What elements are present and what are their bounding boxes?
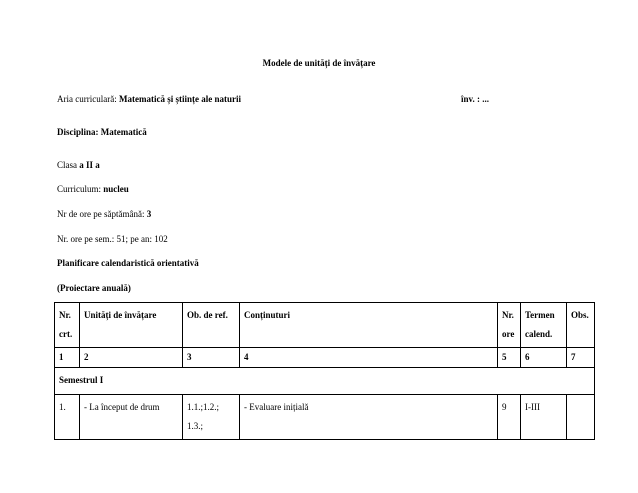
column-number: 4 bbox=[240, 348, 498, 368]
column-number: 6 bbox=[521, 348, 567, 368]
clasa-label: Clasa bbox=[57, 160, 80, 170]
header-termen bbox=[521, 303, 567, 348]
column-number: 1 bbox=[55, 348, 80, 368]
inv-field: înv. : ... bbox=[461, 94, 490, 104]
ore-saptamana-value: 3 bbox=[146, 209, 152, 219]
row-continut: - Evaluare inițială bbox=[240, 395, 498, 440]
aria-label: Aria curriculară: bbox=[57, 94, 119, 104]
row-ore: 9 bbox=[498, 395, 521, 440]
ore-saptamana-label: Nr de ore pe săptămână: bbox=[57, 209, 147, 219]
header-nr-crt bbox=[55, 303, 80, 348]
row-unitate: - La început de drum bbox=[80, 395, 183, 440]
header-termen-line1: Termen bbox=[525, 310, 555, 320]
planning-table bbox=[54, 302, 595, 440]
header-ob-ref: Ob. de ref. bbox=[183, 303, 240, 348]
aria-value: Matematică și științe ale naturii bbox=[118, 94, 241, 104]
header-nr-ore-line2: ore bbox=[502, 329, 515, 339]
planificare-line: Planificare calendaristică orientativă bbox=[57, 258, 199, 268]
table-row bbox=[55, 395, 595, 440]
column-number: 2 bbox=[80, 348, 183, 368]
row-termen: I-III bbox=[521, 395, 567, 440]
curriculum-line bbox=[57, 184, 129, 194]
row-ob-line1: 1.1.;1.2.; bbox=[187, 402, 220, 412]
clasa-line bbox=[57, 160, 100, 170]
clasa-value: a II a bbox=[79, 160, 100, 170]
row-ob-line2: 1.3.; bbox=[187, 421, 204, 431]
semester-row bbox=[55, 368, 595, 395]
curriculum-label: Curriculum: bbox=[57, 184, 104, 194]
header-termen-line2: calend. bbox=[525, 329, 553, 339]
row-nr: 1. bbox=[55, 395, 80, 440]
header-nr-ore-line1: Nr. bbox=[502, 310, 514, 320]
table-number-row bbox=[55, 348, 595, 368]
header-unitati: Unități de învățare bbox=[80, 303, 183, 348]
aria-curriculara-line bbox=[57, 94, 241, 104]
header-nr-ore bbox=[498, 303, 521, 348]
table-header-row bbox=[55, 303, 595, 348]
page-title: Modele de unități de învățare bbox=[262, 58, 376, 68]
proiectare-line: (Proiectare anuală) bbox=[57, 283, 131, 293]
column-number: 5 bbox=[498, 348, 521, 368]
header-nr-line1: Nr. bbox=[59, 310, 71, 320]
row-ob-ref bbox=[183, 395, 240, 440]
curriculum-value: nucleu bbox=[103, 184, 129, 194]
ore-semestru-line: Nr. ore pe sem.: 51; pe an: 102 bbox=[57, 234, 168, 244]
column-number: 7 bbox=[567, 348, 595, 368]
semester-label: Semestrul I bbox=[55, 368, 595, 395]
header-nr-line2: crt. bbox=[59, 329, 73, 339]
header-obs: Obs. bbox=[567, 303, 595, 348]
ore-saptamana-line bbox=[57, 209, 151, 219]
header-continuturi: Conținuturi bbox=[240, 303, 498, 348]
row-obs bbox=[567, 395, 595, 440]
disciplina-line: Disciplina: Matematică bbox=[57, 127, 147, 137]
column-number: 3 bbox=[183, 348, 240, 368]
